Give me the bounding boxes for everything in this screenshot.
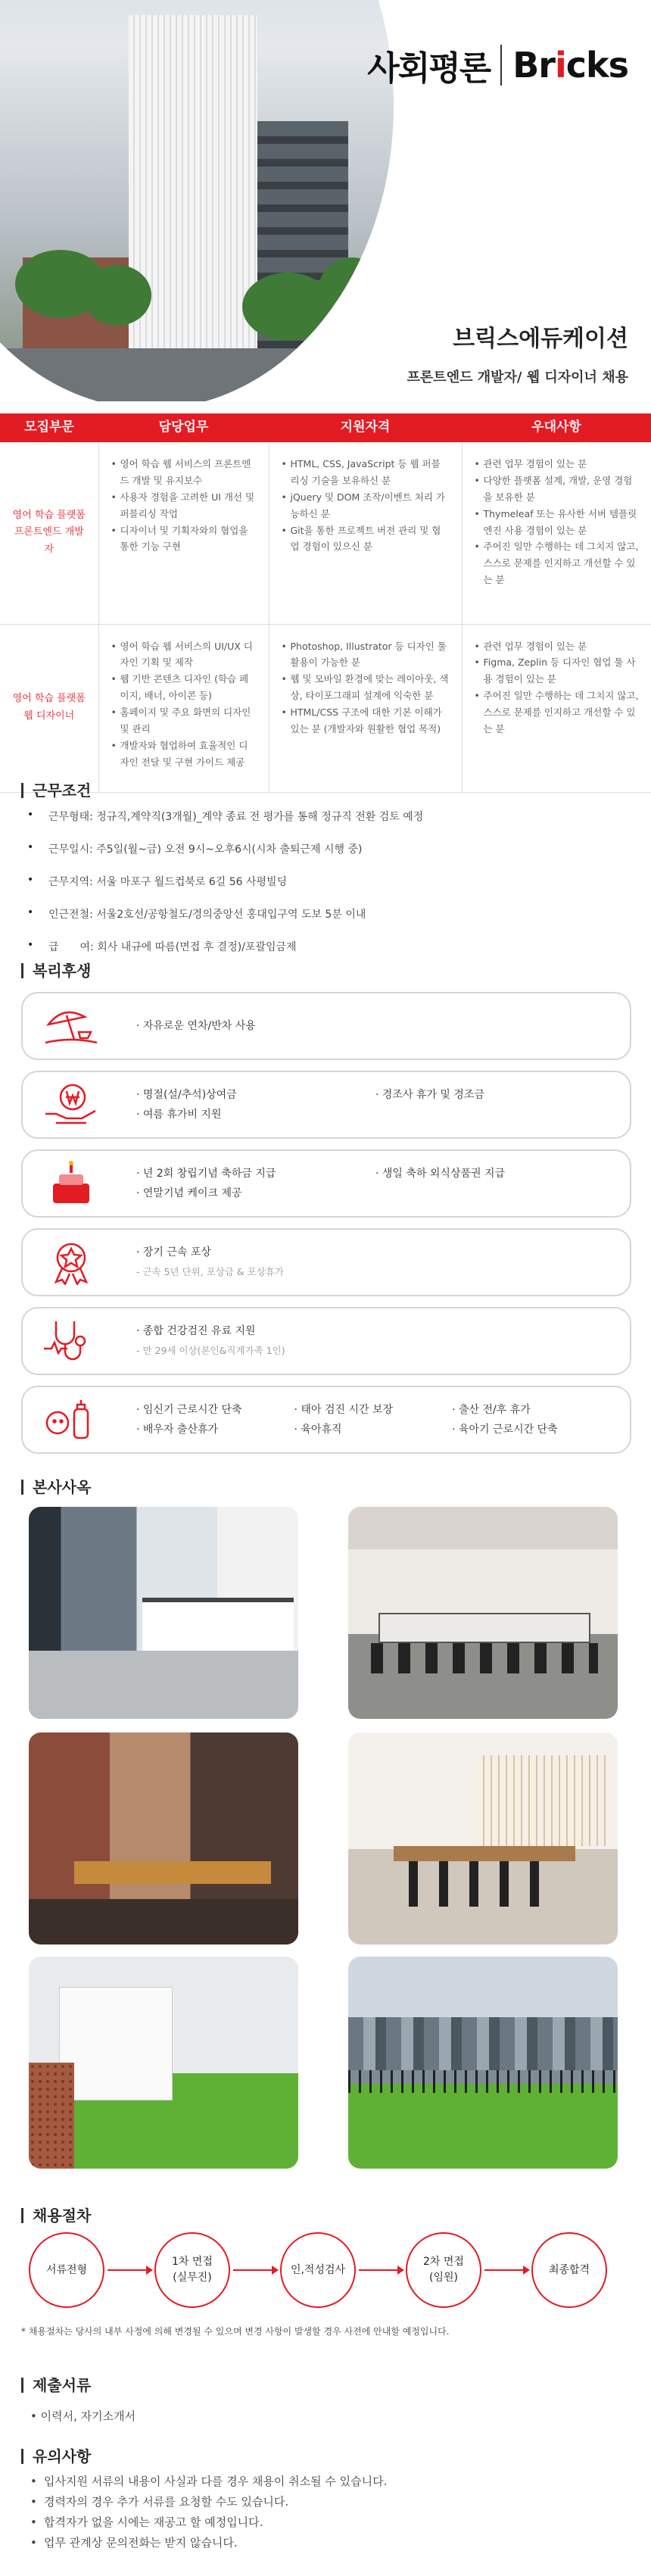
office-photo-corridor	[29, 1507, 298, 1719]
preferred-cell: • 관련 업무 경험이 있는 분 • Figma, Zeplin 등 디자인 협업 툴 사용 경험이 있는 분 • 주어진 일만 수행하는 데 그치지 않고, 스스로 문제를 인지하고 개선할 수 있는 분	[462, 624, 651, 792]
benefit-card	[21, 1228, 631, 1296]
list-item: • 급 여: 회사 내규에 따름(면접 후 결정)/포괄임금제	[27, 939, 423, 971]
list-item: • 업무 관계상 문의전화는 받지 않습니다.	[30, 2533, 387, 2553]
benefit-card	[21, 1149, 631, 1218]
conditions-list	[27, 809, 423, 971]
benefit-item: · 년 2회 창립기념 축하금 지급	[136, 1168, 276, 1180]
benefit-item: · 배우자 출산휴가	[136, 1424, 219, 1436]
table-row	[0, 624, 651, 792]
duties-cell: • 영어 학습 웹 서비스의 UI/UX 디자인 기획 및 제작 • 웹 기반 콘텐츠 디자인 (학습 페이지, 배너, 아이콘 등) • 홈페이지 및 주요 화면의 디자인 및 관리 • 개발자와 협업하여 효율적인 디자인 전달 및 구현 가이드 제공	[98, 624, 269, 792]
arrow-icon	[484, 2269, 528, 2271]
baby-bottle-icon	[41, 1397, 101, 1442]
office-photo-lounge	[29, 1732, 298, 1944]
step-aptitude: 인,적성검사	[280, 2232, 356, 2308]
section-title-process: 채용절차	[21, 2208, 91, 2223]
section-title-office: 본사사옥	[21, 1480, 91, 1495]
header-preferred: 우대사항	[462, 413, 651, 442]
step-document: 서류전형	[29, 2232, 104, 2308]
benefit-item: · 여름 휴가비 지원	[136, 1109, 222, 1121]
company-name: 브릭스에듀케이션	[453, 326, 628, 352]
notes-list	[30, 2472, 387, 2553]
arrow-icon	[359, 2269, 403, 2271]
benefit-card	[21, 1071, 631, 1139]
section-title-conditions: 근무조건	[21, 783, 91, 798]
stethoscope-icon	[41, 1318, 101, 1364]
recruit-table	[0, 413, 651, 793]
benefit-note: - 근속 5년 단위, 포상금 & 포상휴가	[136, 1266, 284, 1277]
benefit-item: · 종합 건강검진 유료 지원	[136, 1325, 256, 1337]
table-row	[0, 442, 651, 624]
benefit-item: · 생일 축하 외식상품권 지급	[375, 1168, 506, 1180]
step-interview-1: 1차 면접 (실무진)	[154, 2232, 230, 2308]
duties-cell: • 영어 학습 웹 서비스의 프론트엔드 개발 및 유지보수 • 사용자 경험을 고려한 UI 개선 및 퍼블리싱 작업 • 디자이너 및 기획자와의 협업을 통한 기능 구현	[98, 442, 269, 624]
section-title-notes: 유의사항	[21, 2449, 91, 2464]
money-hand-icon	[41, 1082, 101, 1127]
benefit-item: · 임신기 근로시간 단축	[136, 1404, 242, 1416]
header-qualifications: 지원자격	[269, 413, 462, 442]
benefit-note: - 만 29세 이상(본인&직계가족 1인)	[136, 1345, 285, 1356]
process-steps	[21, 2232, 630, 2308]
arrow-icon	[107, 2269, 151, 2271]
documents-text: • 이력서, 자기소개서	[30, 2409, 136, 2423]
category-cell: 영어 학습 플랫폼 웹 디자이너	[0, 624, 98, 792]
header-duties: 담당업무	[98, 413, 269, 442]
office-photo-rooftop-building	[29, 1957, 298, 2169]
award-ribbon-icon	[41, 1240, 101, 1285]
preferred-cell: • 관련 업무 경험이 있는 분 • 다양한 플랫폼 설계, 개발, 운영 경험을 보유한 분 • Thymeleaf 또는 유사한 서버 템플릿 엔진 사용 경험이 있는 분 • 주어진 일만 수행하는 데 그치지 않고, 스스로 문제를 인지하고 개선할 수 있는 분	[462, 442, 651, 624]
benefit-item: · 자유로운 연차/반차 사용	[136, 1020, 256, 1032]
header-category: 모집부문	[0, 413, 98, 442]
qualifications-cell: • HTML, CSS, JavaScript 등 웹 퍼블리싱 기술을 보유하신 분 • jQuery 및 DOM 조작/이벤트 처리 가능하신 분 • Git을 통한 프로젝트 버전 관리 및 협업 경험이 있으신 분	[269, 442, 462, 624]
benefit-item: · 장기 근속 포상	[136, 1246, 211, 1258]
benefit-card	[21, 1307, 631, 1375]
benefit-item: · 경조사 휴가 및 경조금	[375, 1089, 484, 1101]
benefit-card	[21, 992, 631, 1060]
process-footnote: * 채용절차는 당사의 내부 사정에 의해 변경될 수 있으며 변경 사항이 발생할 경우 사전에 안내할 예정입니다.	[21, 2326, 450, 2337]
list-item: • 근무지역: 서울 마포구 월드컵북로 6길 56 사평빌딩	[27, 874, 423, 906]
list-item: • 근무일시: 주5일(월~금) 오전 9시~오후6시(시차 출퇴근제 시행 중)	[27, 841, 423, 874]
office-photo-meeting-room	[348, 1507, 618, 1719]
logo	[367, 41, 628, 89]
benefit-item: · 명절(설/추석)상여금	[136, 1089, 237, 1101]
step-interview-2: 2차 면접 (임원)	[406, 2232, 481, 2308]
list-item: • 경력자의 경우 추가 서류를 요청할 수도 있습니다.	[30, 2492, 387, 2512]
logo-bricks: Bricks	[512, 45, 628, 86]
step-final: 최종합격	[531, 2232, 607, 2308]
benefit-item: · 육아기 근로시간 단축	[452, 1424, 558, 1436]
list-item: • 인근전철: 서울2호선/공항철도/경의중앙선 홍대입구역 도보 5분 이내	[27, 906, 423, 939]
logo-korean: 사회평론	[367, 49, 491, 88]
arrow-icon	[233, 2269, 277, 2271]
job-subtitle: 프론트엔드 개발자/ 웹 디자이너 채용	[406, 370, 628, 385]
list-item: • 입사지원 서류의 내용이 사실과 다를 경우 채용이 취소될 수 있습니다.	[30, 2472, 387, 2492]
benefit-item: · 출산 전/후 휴가	[452, 1404, 531, 1416]
qualifications-cell: • Photoshop, Illustrator 등 디자인 툴 활용이 가능한 분 • 웹 및 모바일 환경에 맞는 레이아웃, 색상, 타이포그래피 설계에 익숙한 분 • HTML/CSS 구조에 대한 기본 이해가 있는 분 (개발자와 원활한 협업 목적)	[269, 624, 462, 792]
benefit-item: · 연말기념 케이크 제공	[136, 1187, 242, 1199]
section-title-benefits: 복리후생	[21, 963, 91, 978]
category-cell: 영어 학습 플랫폼 프론트엔드 개발자	[0, 442, 98, 624]
benefit-card	[21, 1386, 631, 1454]
list-item: • 근무형태: 정규직,계약직(3개월)_계약 종료 전 평가를 통해 정규직 전환 검토 예정	[27, 809, 423, 841]
benefit-item: · 육아휴직	[294, 1424, 342, 1436]
benefit-item: · 태아 검진 시간 보장	[294, 1404, 393, 1416]
office-photo-cafe	[348, 1732, 618, 1944]
section-title-documents: 제출서류	[21, 2378, 91, 2393]
hero	[0, 0, 651, 401]
list-item: • 합격자가 없을 시에는 재공고 할 예정입니다.	[30, 2512, 387, 2533]
office-photo-rooftop-garden	[348, 1957, 618, 2169]
birthday-cake-icon	[41, 1161, 101, 1206]
beach-umbrella-icon	[41, 1003, 101, 1049]
logo-divider	[500, 45, 502, 86]
building-photo	[0, 0, 394, 401]
